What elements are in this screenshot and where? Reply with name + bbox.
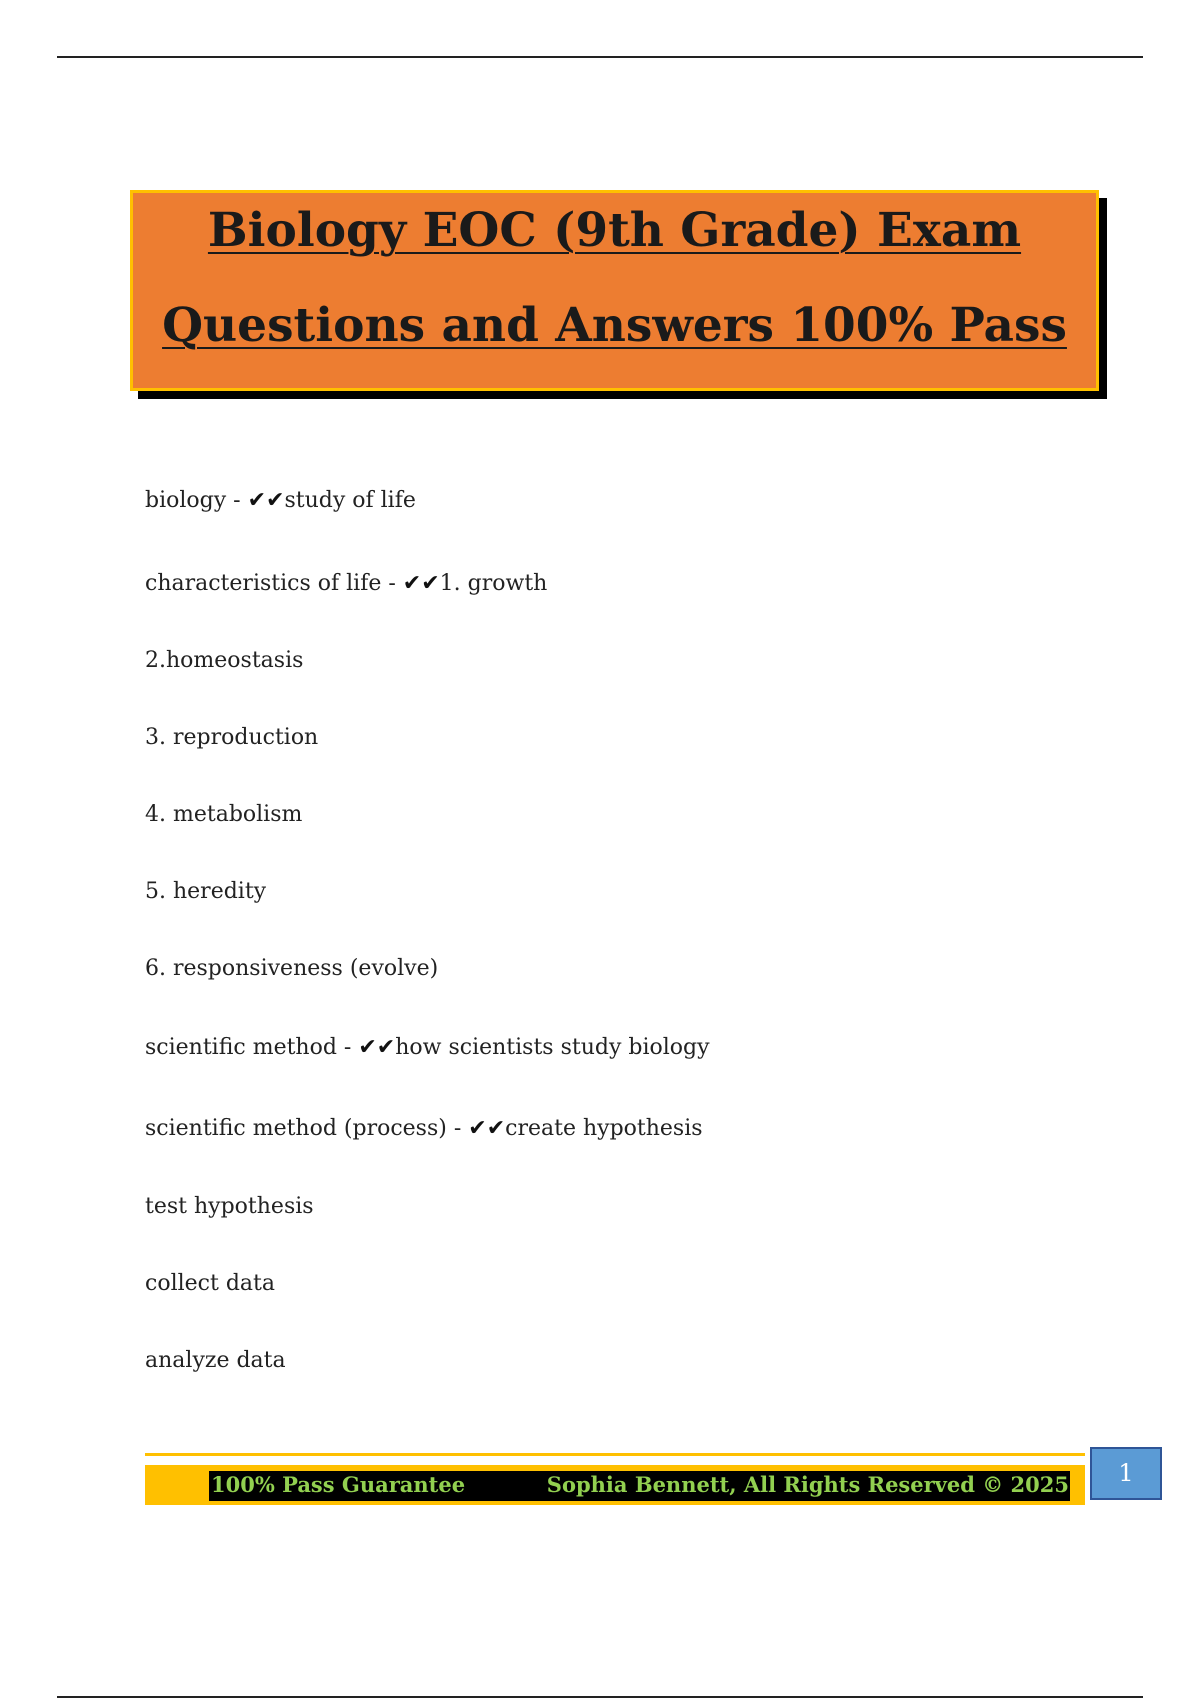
qa-answer: 1. growth [439, 571, 548, 596]
qa-answer: study of life [284, 488, 416, 513]
title-line-1: Biology EOC (9th Grade) Exam [207, 203, 1022, 258]
list-item-test-hypothesis: test hypothesis [145, 1194, 314, 1219]
footer-rule [145, 1453, 1085, 1456]
list-item-analyze-data: analyze data [145, 1348, 286, 1373]
footer-page-rule [57, 1696, 1143, 1698]
double-check-icon: ✔✔ [247, 488, 285, 513]
qa-item-scientific-method [145, 1037, 710, 1059]
footer-copyright-text: Sophia Bennett, All Rights Reserved © 2025 [546, 1472, 1069, 1497]
page-number: 1 [1090, 1447, 1162, 1500]
qa-term: characteristics of life - [145, 571, 403, 596]
qa-term: biology - [145, 488, 248, 513]
qa-item-scientific-method-process [145, 1118, 703, 1140]
qa-item-characteristics [145, 573, 547, 595]
qa-answer: how scientists study biology [395, 1035, 710, 1060]
double-check-icon: ✔✔ [468, 1116, 506, 1141]
qa-item-biology [145, 490, 416, 512]
qa-term: scientific method (process) - [145, 1116, 469, 1141]
qa-answer: create hypothesis [505, 1116, 703, 1141]
header-rule [57, 56, 1143, 58]
qa-term: scientific method - [145, 1035, 359, 1060]
list-item-metabolism: 4. metabolism [145, 802, 303, 827]
footer-guarantee-text: 100% Pass Guarantee [211, 1472, 466, 1497]
list-item-reproduction: 3. reproduction [145, 725, 319, 750]
list-item-homeostasis: 2.homeostasis [145, 648, 304, 673]
title-banner [130, 190, 1099, 391]
list-item-heredity: 5. heredity [145, 879, 267, 904]
double-check-icon: ✔✔ [402, 571, 440, 596]
list-item-collect-data: collect data [145, 1271, 275, 1296]
double-check-icon: ✔✔ [358, 1035, 396, 1060]
title-line-2: Questions and Answers 100% Pass [162, 298, 1067, 353]
list-item-responsiveness: 6. responsiveness (evolve) [145, 956, 439, 981]
